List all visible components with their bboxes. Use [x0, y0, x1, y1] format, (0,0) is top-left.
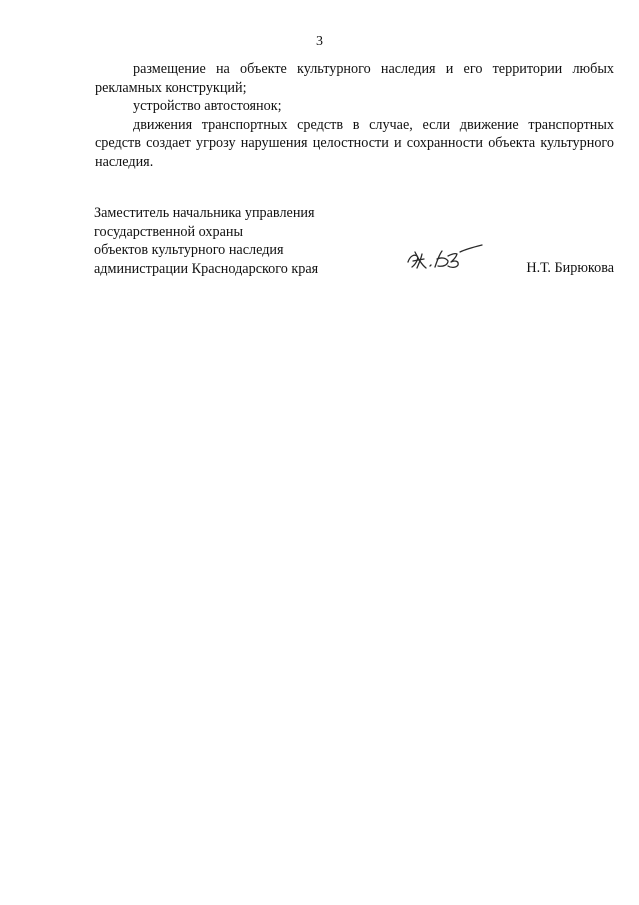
position-line-2: государственной охраны [94, 223, 244, 240]
position-line-1: Заместитель начальника управления [94, 205, 315, 221]
paragraph-parking: устройство автостоянок; [133, 98, 282, 114]
position-line-3: объектов культурного наследия [94, 242, 284, 258]
paragraph-traffic: движения транспортных средств в случае, если движение транспортных средств создает угрозу нарушения целостности и сохранности объекта культурного наследия. [95, 116, 614, 170]
paragraph-advertising: размещение на объекте культурного наследия и его территории любых рекламных конструкций; [95, 61, 614, 96]
signer-name: Н.Т. Бирюкова [526, 260, 614, 276]
page-number: 3 [316, 34, 323, 49]
position-line-4: администрации Краснодарского края [94, 260, 319, 277]
signer-position [94, 204, 354, 278]
handwritten-signature [404, 240, 484, 274]
document-body [95, 60, 614, 171]
